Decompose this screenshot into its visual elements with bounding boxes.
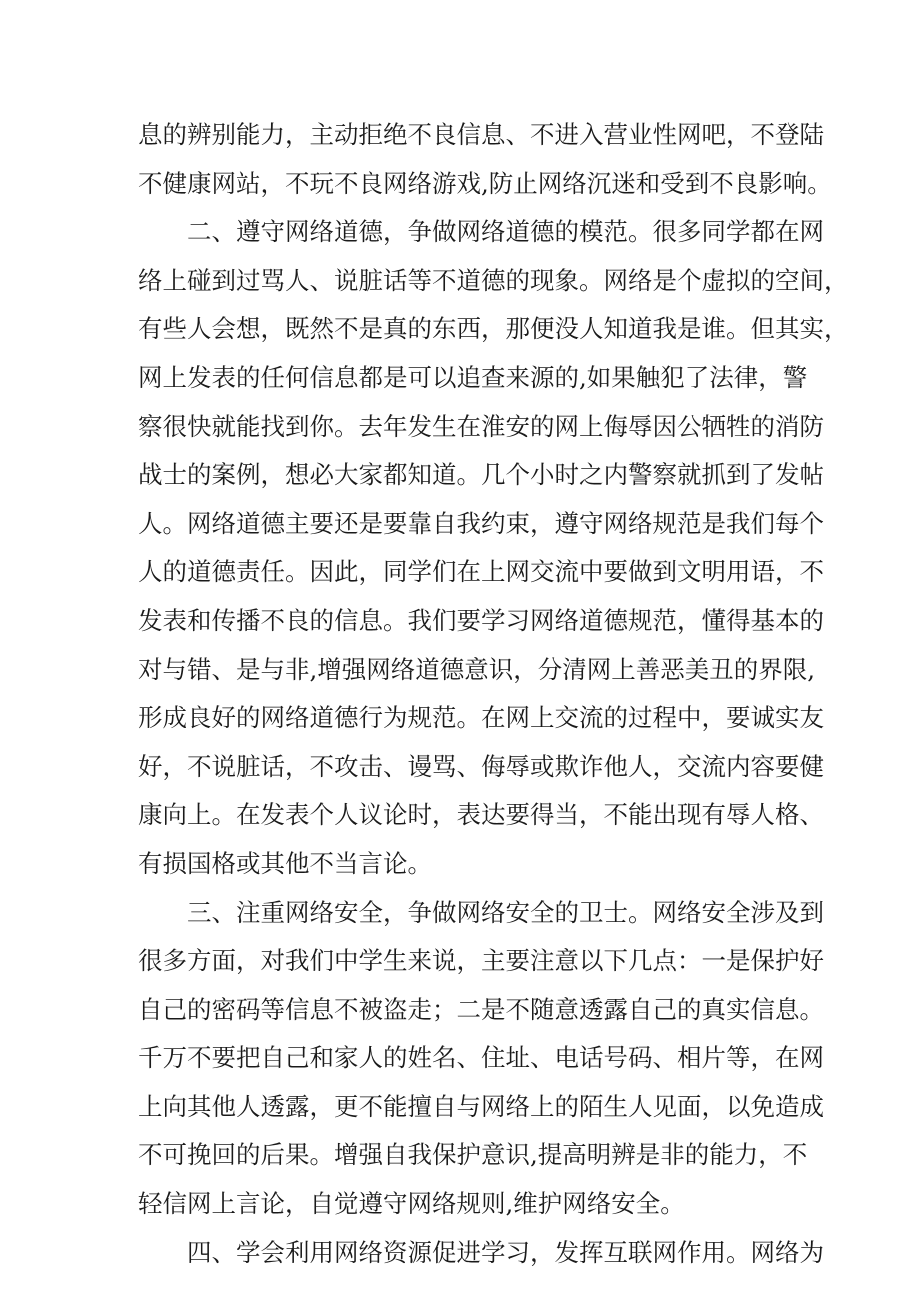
paragraph-heading-line: 三、注重网络安全，争做网络安全的卫士。网络安全涉及到	[187, 897, 824, 927]
text-line: 人。网络道德主要还是要靠自我约束，遵守网络规范是我们每个	[138, 508, 824, 538]
text-line: 有些人会想，既然不是真的东西，那便没人知道我是谁。但其实，	[138, 314, 849, 344]
text-line: 人的道德责任。因此，同学们在上网交流中要做到文明用语，不	[138, 557, 824, 587]
text-line: 察很快就能找到你。去年发生在淮安的网上侮辱因公牺牲的消防	[138, 411, 824, 441]
text-line: 好，不说脏话，不攻击、谩骂、侮辱或欺诈他人，交流内容要健	[138, 751, 824, 781]
text-line: 形成良好的网络道德行为规范。在网上交流的过程中，要诚实友	[138, 703, 824, 733]
text-line: 有损国格或其他不当言论。	[138, 848, 432, 878]
text-line: 网上发表的任何信息都是可以追查来源的,如果触犯了法律，警	[138, 362, 808, 392]
paragraph-heading-line: 四、学会利用网络资源促进学习，发挥互联网作用。网络为	[187, 1237, 824, 1267]
text-line: 不可挽回的后果。增强自我保护意识,提高明辨是非的能力，不	[138, 1140, 808, 1170]
text-line: 不健康网站，不玩不良网络游戏,防止网络沉迷和受到不良影响。	[138, 168, 832, 198]
text-line: 自己的密码等信息不被盗走；二是不随意透露自己的真实信息。	[138, 994, 824, 1024]
text-line: 发表和传播不良的信息。我们要学习网络道德规范，懂得基本的	[138, 605, 824, 635]
text-line: 上向其他人透露，更不能擅自与网络上的陌生人见面，以免造成	[138, 1091, 824, 1121]
paragraph-heading-line: 二、遵守网络道德，争做网络道德的模范。很多同学都在网	[187, 217, 824, 247]
text-line: 很多方面，对我们中学生来说，主要注意以下几点：一是保护好	[138, 946, 824, 976]
text-line: 战士的案例，想必大家都知道。几个小时之内警察就抓到了发帖	[138, 460, 824, 490]
text-line: 对与错、是与非,增强网络道德意识，分清网上善恶美丑的界限,	[138, 654, 816, 684]
text-line: 息的辨别能力，主动拒绝不良信息、不进入营业性网吧，不登陆	[138, 120, 824, 149]
text-line: 康向上。在发表个人议论时，表达要得当，不能出现有辱人格、	[138, 800, 824, 830]
text-line: 络上碰到过骂人、说脏话等不道德的现象。网络是个虚拟的空间，	[138, 265, 849, 295]
text-line: 轻信网上言论，自觉遵守网络规则,维护网络安全。	[138, 1189, 685, 1219]
body-text	[138, 111, 849, 1277]
text-line: 千万不要把自己和家人的姓名、住址、电话号码、相片等，在网	[138, 1043, 824, 1073]
